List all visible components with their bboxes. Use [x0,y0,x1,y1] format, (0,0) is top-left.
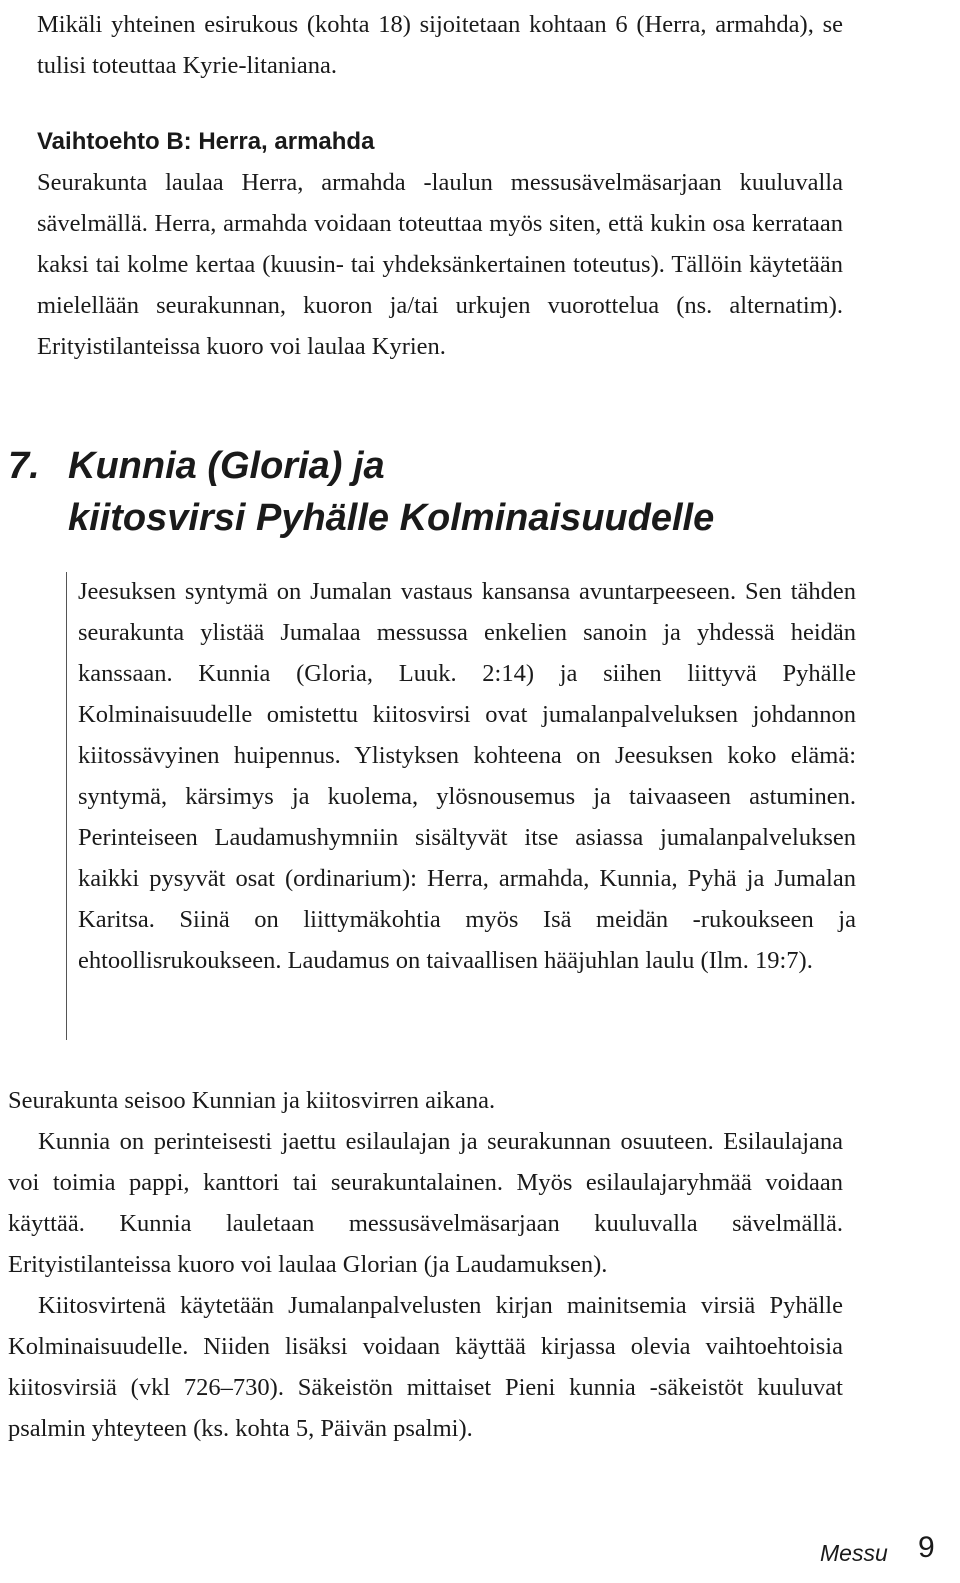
explanation-paragraph: Jeesuksen syntymä on Jumalan vastaus kansansa avuntarpeeseen. Sen tähden seurakunta ylistää Jumalaa messussa enkelien sanoin ja yhdessä heidän kanssaan. Kunnia (Gloria, Luuk. 2:14) ja siihen liittyvä Pyhälle Kolminaisuudelle omistettu kiitosvirsi ovat jumalanpalveluksen johdannon kiitossävyinen huipennus. Ylistyksen kohteena on Jeesuksen koko elämä: syntymä, kärsimys ja kuolema, ylösnousemus ja taivaaseen astuminen. Perinteiseen Laudamushymniin sisältyvät itse asiassa jumalanpalveluksen kaikki pysyvät osat (ordinarium): Herra, armahda, Kunnia, Pyhä ja Jumalan Karitsa. Siinä on liittymäkohtia myös Isä meidän -rukoukseen ja ehtoollisrukoukseen. Laudamus on taivaallisen hääjuhlan laulu (Ilm. 19:7). [78,578,856,974]
intro-paragraph-1: Mikäli yhteinen esirukous (kohta 18) sijoitetaan kohtaan 6 (Herra, armahda), se tulisi toteuttaa Kyrie-litaniana. [37,11,843,79]
subheading-option-b: Vaihtoehto B: Herra, armahda [37,128,375,155]
section-title-line-2: kiitosvirsi Pyhälle Kolminaisuudelle [68,497,715,539]
rubric-paragraph-1: Seurakunta seisoo Kunnian ja kiitosvirren aikana. [8,1087,496,1114]
section-heading [8,440,888,544]
section-title-line-1: Kunnia (Gloria) ja [68,445,385,487]
rubric-block [8,1080,843,1449]
page-number: 9 [918,1531,935,1564]
rubric-paragraph-2: Kunnia on perinteisesti jaettu esilaulajan ja seurakunnan osuuteen. Esilaulajana voi toimia pappi, kanttori tai seurakuntalainen. Myös esilaulajaryhmää voidaan käyttää. Kunnia lauletaan messusävelmäsarjaan kuuluvalla sävelmällä. Erityistilanteissa kuoro voi laulaa Glorian (ja Laudamuksen). [8,1128,843,1278]
section-number: 7. [8,445,40,487]
intro-block [37,4,843,367]
theological-explanation-block [66,572,856,1040]
running-footer-section-name: Messu [820,1540,888,1566]
intro-paragraph-2: Seurakunta laulaa Herra, armahda -laulun messusävelmäsarjaan kuuluvalla sävelmällä. Herra, armahda voidaan toteuttaa myös siten, että kukin osa kerrataan kaksi tai kolme kertaa (kuusin- tai yhdeksänkertainen toteutus). Tällöin käytetään mielellään seurakunnan, kuoron ja/tai urkujen vuorottelua (ns. alternatim). Erityistilanteissa kuoro voi laulaa Kyrien. [37,169,843,360]
rubric-paragraph-3: Kiitosvirtenä käytetään Jumalanpalvelusten kirjan mainitsemia virsiä Pyhälle Kolminaisuudelle. Niiden lisäksi voidaan käyttää kirjassa olevia vaihtoehtoisia kiitosvirsiä (vkl 726–730). Säkeistön mittaiset Pieni kunnia -säkeistöt kuuluvat psalmin yhteyteen (ks. kohta 5, Päivän psalmi). [8,1292,843,1442]
